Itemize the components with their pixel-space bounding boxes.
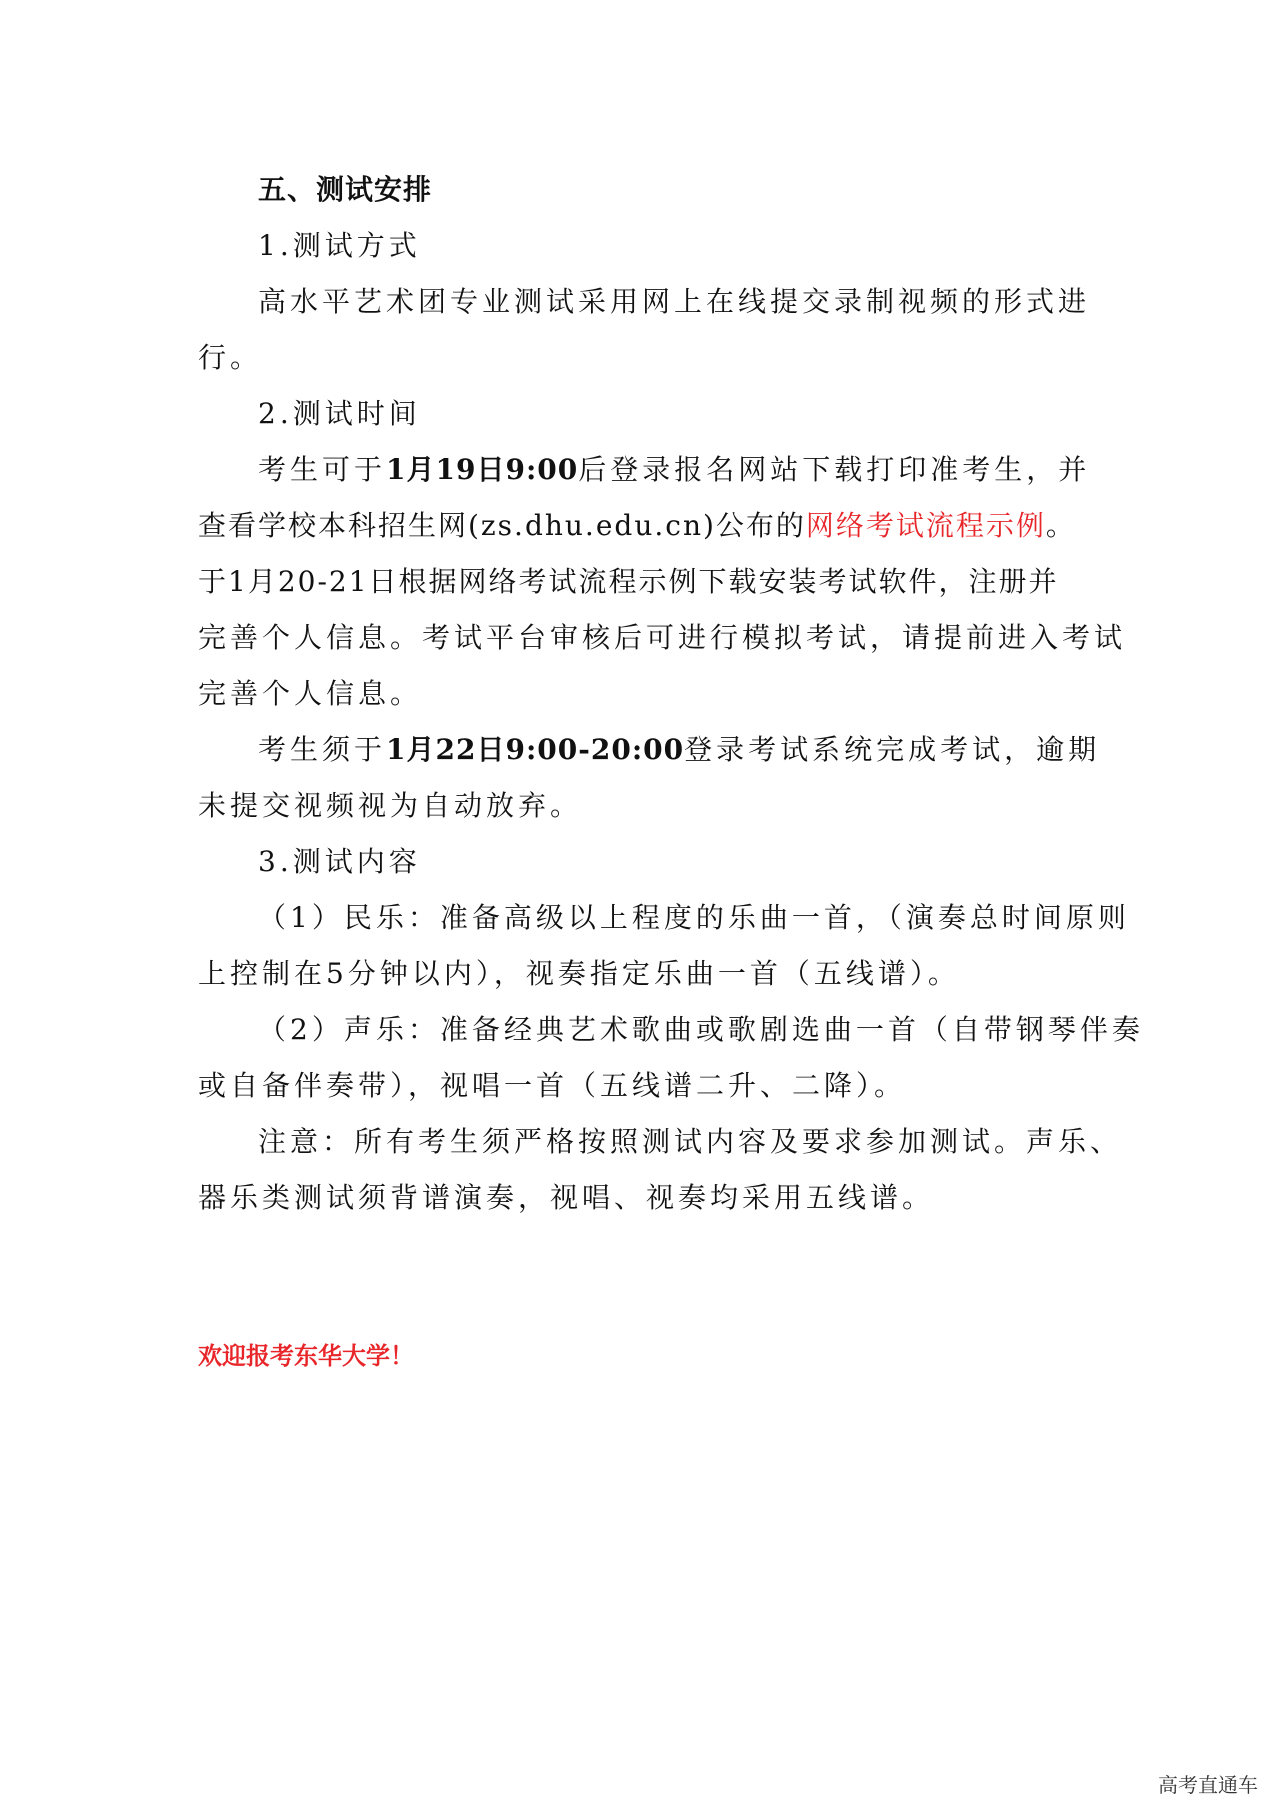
paragraph-line: 或自备伴奏带），视唱一首（五线谱二升、二降）。 [198, 1069, 907, 1102]
subsection-title-time: 2.测试时间 [258, 397, 421, 430]
paragraph-line: 高水平艺术团专业测试采用网上在线提交录制视频的形式进 [258, 285, 1091, 318]
date-highlight: 1月22日9:00-20:00 [386, 733, 685, 766]
paragraph-line: 完善个人信息。 [198, 677, 423, 710]
subsection-title-method: 1.测试方式 [258, 229, 421, 262]
paragraph-line: 上控制在5分钟以内），视奏指定乐曲一首（五线谱）。 [198, 957, 960, 990]
text-run: 考生可于 [258, 453, 387, 486]
paragraph-line: （1）民乐：准备高级以上程度的乐曲一首，（演奏总时间原则 [258, 901, 1130, 934]
paragraph-line: 于1月20-21日根据网络考试流程示例下载安装考试软件，注册并 [198, 565, 1059, 598]
welcome-text: 欢迎报考东华大学！ [198, 1342, 414, 1370]
note-line: 注意：所有考生须严格按照测试内容及要求参加测试。声乐、 [258, 1125, 1123, 1158]
text-run: 后登录报名网站下载打印准考生，并 [578, 453, 1091, 486]
paragraph-line: 完善个人信息。考试平台审核后可进行模拟考试，请提前进入考试 [198, 621, 1127, 654]
paragraph-line: （2）声乐：准备经典艺术歌曲或歌剧选曲一首（自带钢琴伴奏 [258, 1013, 1144, 1046]
date-highlight: 1月19日9:00 [386, 453, 579, 486]
paragraph-line: 行。 [198, 341, 263, 374]
section-heading: 五、测试安排 [258, 173, 433, 206]
paragraph-line [198, 506, 1098, 546]
exam-process-link[interactable]: 网络考试流程示例 [805, 509, 1046, 542]
paragraph-line [258, 730, 1101, 770]
note-line: 器乐类测试须背谱演奏，视唱、视奏均采用五线谱。 [198, 1181, 935, 1214]
text-run: 查看学校本科招生网(zs.dhu.edu.cn)公布的 [198, 509, 806, 542]
paragraph-line: 未提交视频视为自动放弃。 [198, 789, 583, 822]
text-run: 。 [1045, 509, 1076, 542]
subsection-title-content: 3.测试内容 [258, 845, 421, 878]
paragraph-line [258, 450, 1098, 490]
text-run: 考生须于 [258, 733, 387, 766]
watermark-text: 高考直通车 [1158, 1773, 1258, 1797]
text-run: 登录考试系统完成考试，逾期 [684, 733, 1101, 766]
